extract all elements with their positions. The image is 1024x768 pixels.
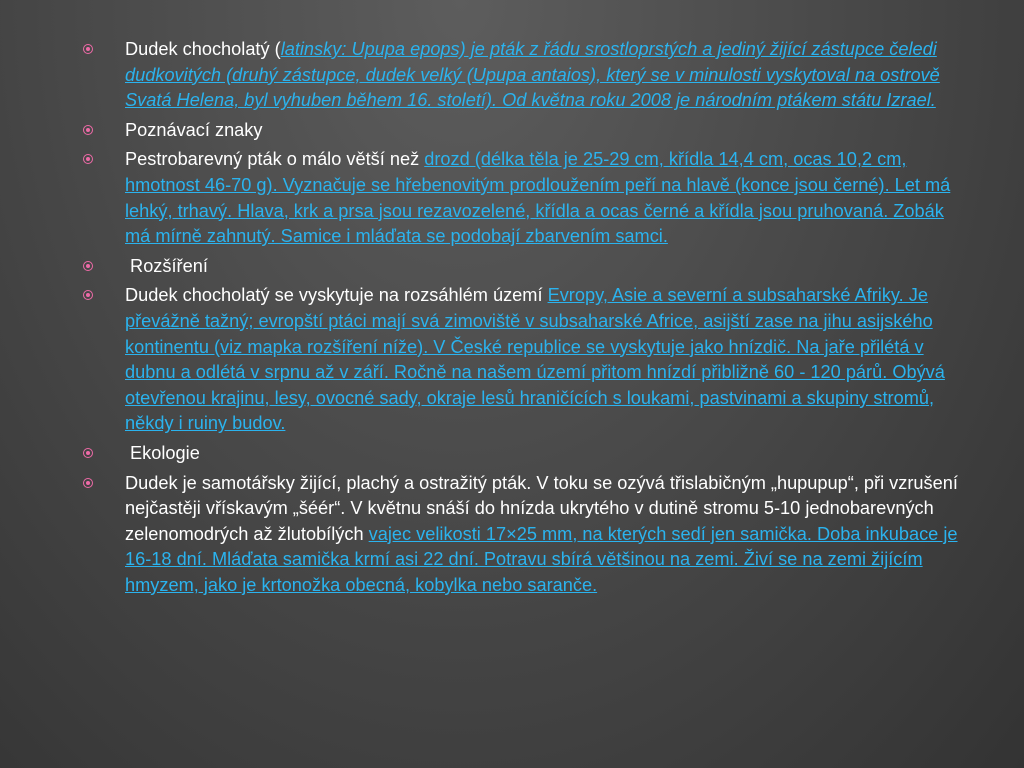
bullet-link-latin-name[interactable]: latinsky: Upupa epops) je pták z řádu srostloprstých a jediný žijící zástupce čeledi dudkovitých (druhý zástupce, dudek velký (Upupa antaios), který se v minulosti vyskytoval na ostrově Svatá Helena, byl vyhuben během 16. století). Od května roku 2008 je národním ptákem státu Izrael. — [125, 39, 940, 111]
bullet-item-heading-distribution — [83, 254, 963, 280]
bullet-link-evropy[interactable]: Evropy, Asie a severní a subsaharské Afriky. Je převážně tažný; evropští ptáci mají svá zimoviště v subsaharské Africe, asijští zase na jihu asijského kontinentu (viz mapka rozšíření níže). V České republice se vyskytuje jako hnízdič. Na jaře přilétá v dubnu a odlétá v srpnu až v září. Ročně na našem území přitom hnízdí přibližně 60 - 120 párů. Obývá otevřenou krajinu, lesy, ovocné sady, okraje lesů hraničících s loukami, pastvinami a skupiny stromů, někdy i ruiny budov. — [125, 285, 945, 434]
bullet-item-intro — [83, 37, 963, 114]
section-heading: Poznávací znaky — [125, 119, 263, 140]
section-heading: Ekologie — [125, 442, 200, 463]
section-heading: Rozšíření — [125, 255, 208, 276]
bullet-item-heading-identification — [83, 118, 963, 144]
bullet-circle-icon — [83, 448, 93, 458]
bullet-circle-icon — [83, 125, 93, 135]
bullet-circle-icon — [83, 154, 93, 164]
bullet-circle-icon — [83, 44, 93, 54]
bullet-list — [83, 37, 963, 602]
bullet-link-vajec[interactable]: vajec velikosti 17×25 mm, na kterých sedí jen samička. Doba inkubace je 16-18 dní. Mláďata samička krmí asi 22 dní. Potravu sbírá většinou na zemi. Živí se na zemi žijícím hmyzem, jako je krtonožka obecná, kobylka nebo saranče. — [125, 523, 958, 595]
bullet-item-ecology — [83, 471, 963, 599]
bullet-item-heading-ecology — [83, 441, 963, 467]
bullet-text: Dudek je samotářsky žijící, plachý a ostražitý pták. V toku se ozývá třislabičným „hupupup“, při vzrušení nejčastěji vřískavým „šéér“. V květnu snáší do hnízda ukrytého v dutině stromu 5-10 jednobarevných zelenomodrých až žlutobílých — [125, 472, 958, 544]
bullet-item-description — [83, 147, 963, 249]
bullet-link-drozd[interactable]: drozd (délka těla je 25-29 cm, křídla 14,4 cm, ocas 10,2 cm, hmotnost 46-70 g). Vyznačuje se hřebenovitým prodloužením peří na hlavě (konce jsou černé). Let má lehký, trhavý. Hlava, krk a prsa jsou rezavozelené, křídla a ocas černé a křídla jsou pruhovaná. Zobák má mírně zahnutý. Samice i mláďata se podobají zbarvením samci. — [125, 149, 951, 247]
bullet-text: Dudek chocholatý ( — [125, 39, 281, 59]
bullet-text: Pestrobarevný pták o málo větší než — [125, 149, 425, 170]
bullet-circle-icon — [83, 478, 93, 488]
bullet-item-distribution — [83, 283, 963, 437]
bullet-text: Dudek chocholatý se vyskytuje na rozsáhlém území — [125, 285, 548, 306]
bullet-circle-icon — [83, 261, 93, 271]
bullet-circle-icon — [83, 290, 93, 300]
